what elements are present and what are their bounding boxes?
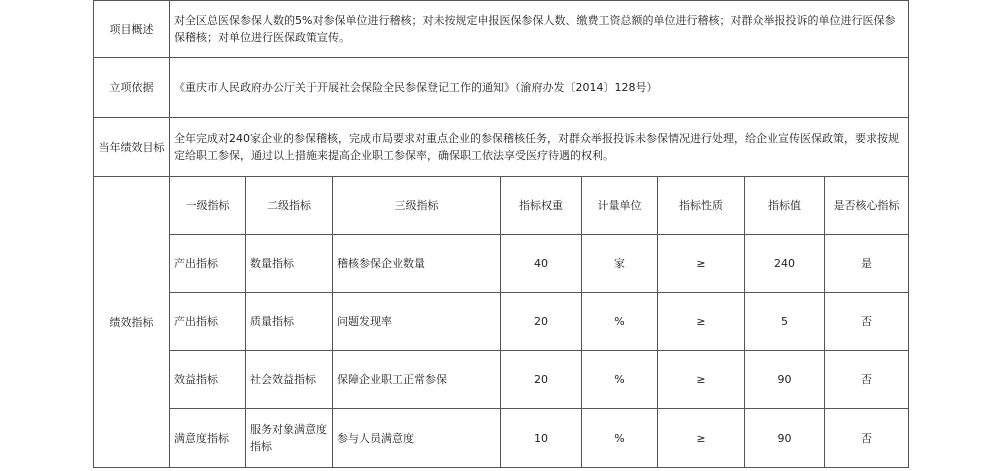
level3-cell: 参与人员满意度 (333, 409, 501, 468)
weight-cell: 20 (501, 293, 582, 351)
core-cell: 否 (825, 351, 909, 409)
basis-text: 《重庆市人民政府办公厅关于开展社会保险全民参保登记工作的通知》（渝府办发〔2014〕128号） (170, 58, 909, 118)
value-cell: 90 (745, 351, 825, 409)
level3-cell: 问题发现率 (333, 293, 501, 351)
indicator-header-row (94, 177, 909, 235)
nature-cell: ≥ (658, 235, 745, 293)
indicator-row (94, 293, 909, 351)
basis-row (94, 58, 909, 118)
level1-cell: 产出指标 (170, 293, 246, 351)
level2-cell: 质量指标 (246, 293, 333, 351)
header-weight: 指标权重 (501, 177, 582, 235)
level2-cell: 服务对象满意度指标 (246, 409, 333, 468)
unit-cell: 家 (582, 235, 658, 293)
overview-row (94, 1, 909, 58)
nature-cell: ≥ (658, 293, 745, 351)
level1-cell: 满意度指标 (170, 409, 246, 468)
indicator-row (94, 409, 909, 468)
indicators-label: 绩效指标 (94, 177, 170, 468)
level2-cell: 数量指标 (246, 235, 333, 293)
annual-goal-row (94, 118, 909, 177)
nature-cell: ≥ (658, 409, 745, 468)
header-core: 是否核心指标 (825, 177, 909, 235)
annual-goal-text: 全年完成对240家企业的参保稽核，完成市局要求对重点企业的参保稽核任务，对群众举报投诉未参保情况进行处理，给企业宣传医保政策，要求按规定给职工参保，通过以上措施来提高企业职工参保率，确保职工依法享受医疗待遇的权利。 (170, 118, 909, 177)
basis-label: 立项依据 (94, 58, 170, 118)
unit-cell: % (582, 293, 658, 351)
indicator-row (94, 235, 909, 293)
level2-cell: 社会效益指标 (246, 351, 333, 409)
value-cell: 5 (745, 293, 825, 351)
value-cell: 90 (745, 409, 825, 468)
header-unit: 计量单位 (582, 177, 658, 235)
overview-label: 项目概述 (94, 1, 170, 58)
header-value: 指标值 (745, 177, 825, 235)
level1-cell: 效益指标 (170, 351, 246, 409)
performance-table (93, 0, 909, 468)
weight-cell: 20 (501, 351, 582, 409)
unit-cell: % (582, 409, 658, 468)
level1-cell: 产出指标 (170, 235, 246, 293)
header-level2: 二级指标 (246, 177, 333, 235)
overview-text: 对全区总医保参保人数的5%对参保单位进行稽核；对未按规定申报医保参保人数、缴费工资总额的单位进行稽核；对群众举报投诉的单位进行医保参保稽核；对单位进行医保政策宣传。 (170, 1, 909, 58)
value-cell: 240 (745, 235, 825, 293)
header-level3: 三级指标 (333, 177, 501, 235)
weight-cell: 40 (501, 235, 582, 293)
level3-cell: 保障企业职工正常参保 (333, 351, 501, 409)
annual-goal-label: 当年绩效目标 (94, 118, 170, 177)
header-level1: 一级指标 (170, 177, 246, 235)
level3-cell: 稽核参保企业数量 (333, 235, 501, 293)
header-nature: 指标性质 (658, 177, 745, 235)
nature-cell: ≥ (658, 351, 745, 409)
weight-cell: 10 (501, 409, 582, 468)
unit-cell: % (582, 351, 658, 409)
indicator-row (94, 351, 909, 409)
core-cell: 否 (825, 293, 909, 351)
core-cell: 否 (825, 409, 909, 468)
core-cell: 是 (825, 235, 909, 293)
